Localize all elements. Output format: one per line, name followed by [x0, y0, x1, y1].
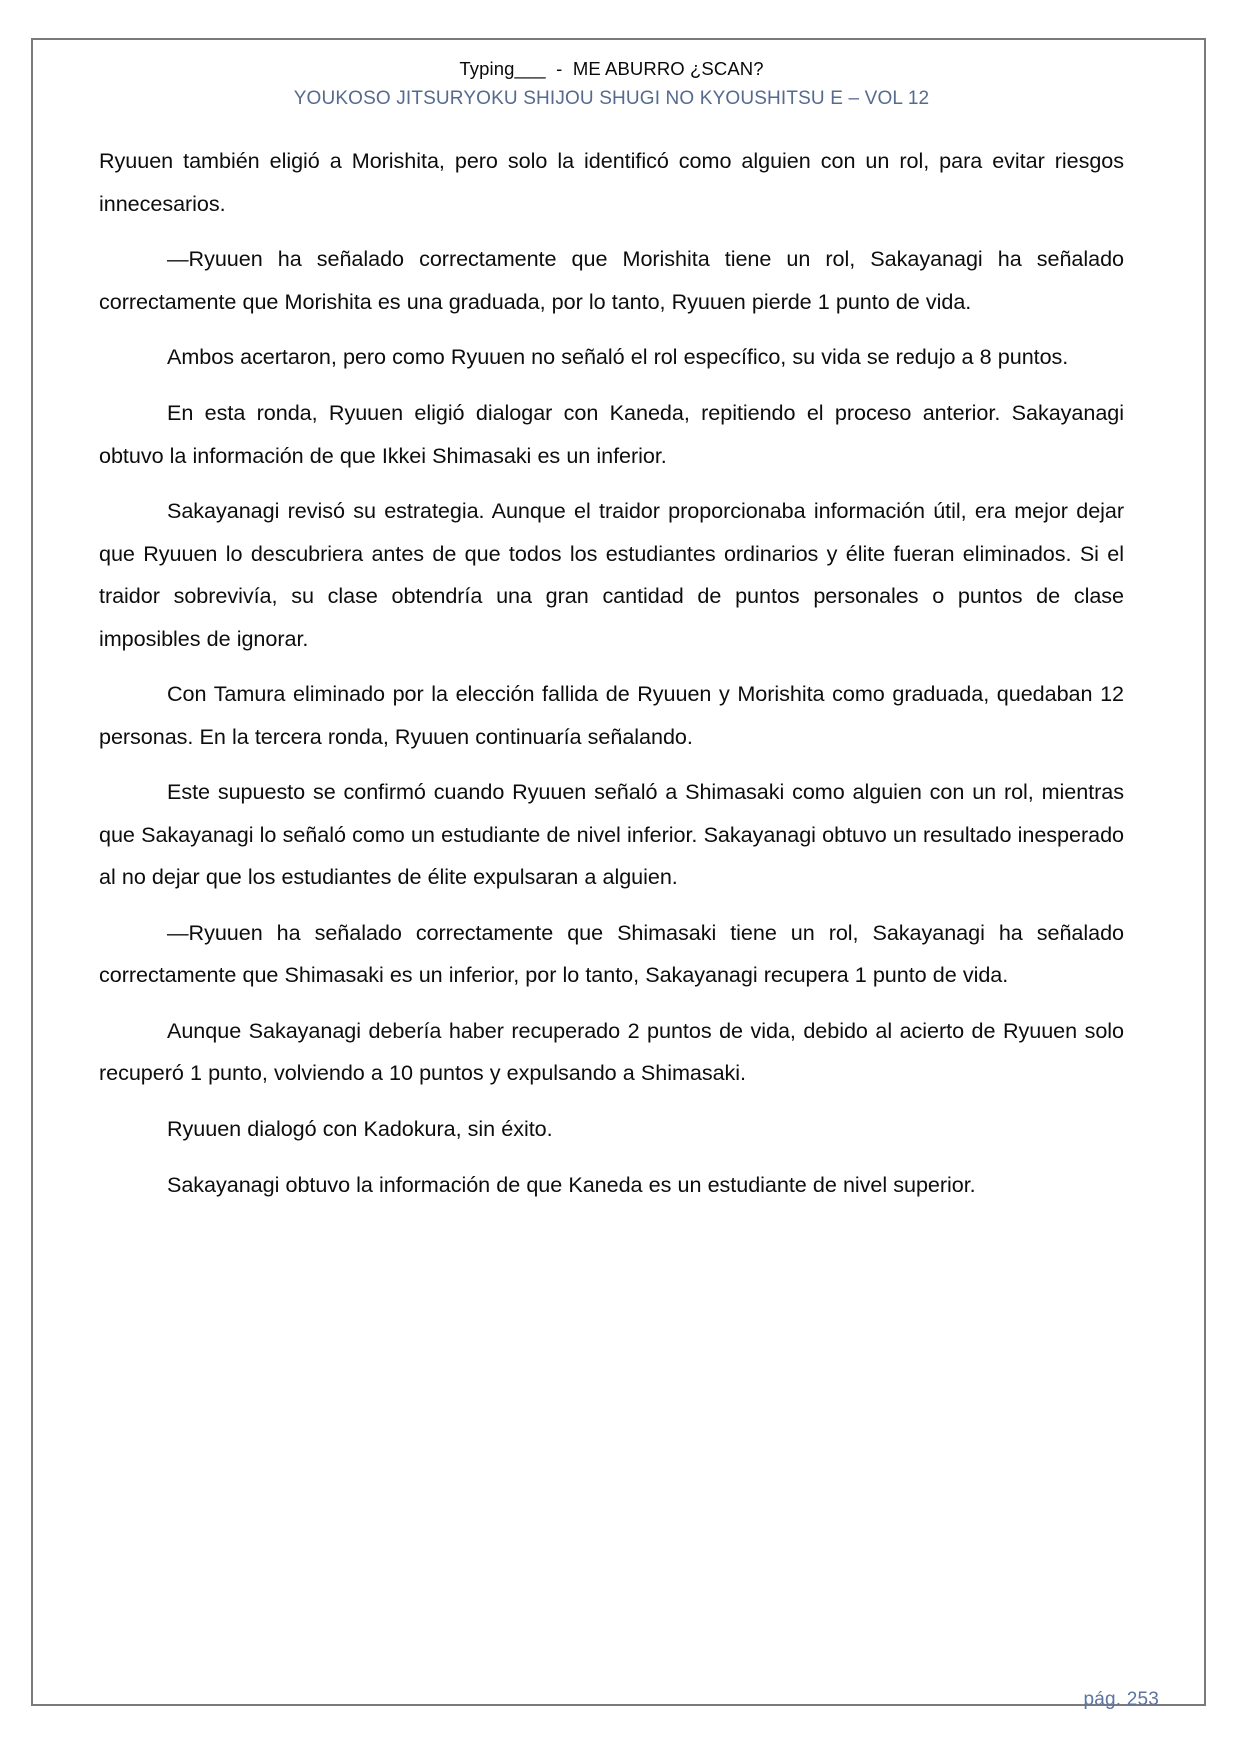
page-number: pág. 253: [1083, 1689, 1159, 1710]
paragraph: Ryuuen dialogó con Kadokura, sin éxito.: [167, 1115, 553, 1141]
paragraph: —Ryuuen ha señalado correctamente que Shimasaki tiene un rol, Sakayanagi ha señalado correctamente que Shimasaki es un inferior, por lo tanto, Sakayanagi recupera 1 punto de vida.: [99, 919, 1124, 988]
page-content: [31, 38, 1206, 1706]
header-series-title: YOUKOSO JITSURYOKU SHIJOU SHUGI NO KYOUSHITSU E – VOL 12: [293, 87, 930, 109]
paragraph: Con Tamura eliminado por la elección fallida de Ryuuen y Morishita como graduada, quedaban 12 personas. En la tercera ronda, Ryuuen continuaría señalando.: [99, 681, 1124, 749]
paragraph: Ryuuen también eligió a Morishita, pero solo la identificó como alguien con un rol, para evitar riesgos innecesarios.: [99, 148, 1124, 216]
body-text-container: [99, 140, 1124, 1206]
paragraph: En esta ronda, Ryuuen eligió dialogar con Kaneda, repitiendo el proceso anterior. Sakayanagi obtuvo la información de que Ikkei Shimasaki es un inferior.: [99, 400, 1124, 468]
paragraph: Ambos acertaron, pero como Ryuuen no señaló el rol específico, su vida se redujo a 8 puntos.: [167, 344, 1069, 370]
paragraph: Aunque Sakayanagi debería haber recuperado 2 puntos de vida, debido al acierto de Ryuuen solo recuperó 1 punto, volviendo a 10 puntos y expulsando a Shimasaki.: [99, 1017, 1124, 1086]
paragraph: Este supuesto se confirmó cuando Ryuuen señaló a Shimasaki como alguien con un rol, mientras que Sakayanagi lo señaló como un estudiante de nivel inferior. Sakayanagi obtuvo un resultado inesperado al no dejar que los estudiantes de élite expulsaran a alguien.: [99, 779, 1124, 890]
paragraph: —Ryuuen ha señalado correctamente que Morishita tiene un rol, Sakayanagi ha señalado correctamente que Morishita es una graduada, por lo tanto, Ryuuen pierde 1 punto de vida.: [99, 246, 1124, 314]
paragraph: Sakayanagi obtuvo la información de que Kaneda es un estudiante de nivel superior.: [167, 1171, 976, 1197]
paragraph: Sakayanagi revisó su estrategia. Aunque el traidor proporcionaba información útil, era mejor dejar que Ryuuen lo descubriera antes de que todos los estudiantes ordinarios y élite fueran eliminados. Si el traidor sobrevivía, su clase obtendría una gran cantidad de puntos personales o puntos de clase imposibles de ignorar.: [99, 498, 1124, 651]
header-scan-credit: Typing___ - ME ABURRO ¿SCAN?: [459, 58, 764, 79]
document-header: [99, 56, 1124, 112]
